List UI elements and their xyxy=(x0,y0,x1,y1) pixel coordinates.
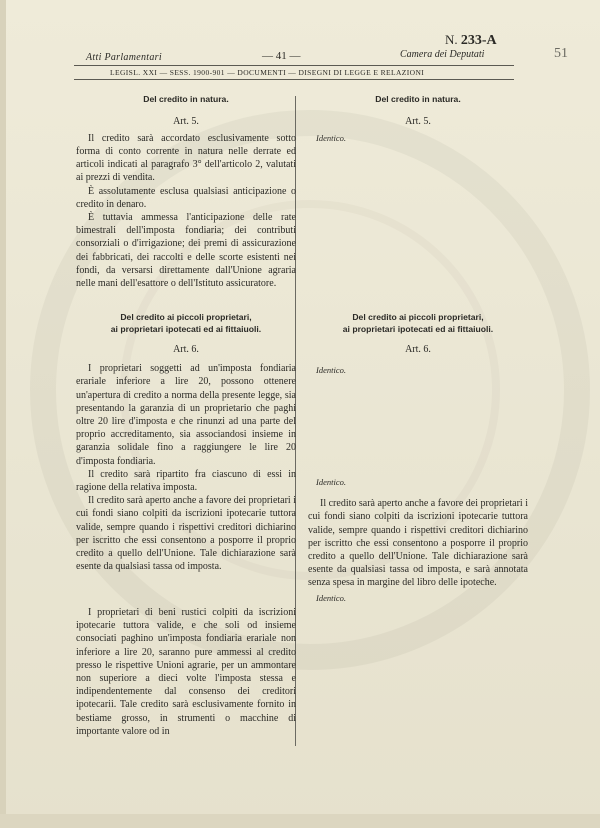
left-column-section-2 xyxy=(76,312,296,573)
doc-number-prefix: N. xyxy=(445,32,458,47)
section-title: Del credito in natura. xyxy=(143,94,229,104)
page-edge-shadow xyxy=(0,0,6,828)
article-heading: Art. 5. xyxy=(173,115,199,127)
page-number: 51 xyxy=(554,46,568,61)
header-rule-bottom xyxy=(74,79,514,80)
section-title-line1: Del credito ai piccoli proprietari, xyxy=(120,312,252,322)
identico-note: Identico. xyxy=(316,477,346,487)
identico-note: Identico. xyxy=(316,365,346,376)
identico-note: Identico. xyxy=(316,132,346,143)
article-heading: Art. 6. xyxy=(405,344,431,355)
paragraph: I proprietari soggetti ad un'imposta fondiaria erariale inferiore a lire 20, possono ottenere un'apertura di credito a norma della presente legge, sia presentando la garanzia di un proprietario che paghi oltre 20 lire d'imposta e che rinunzi ad una parte del proprio accreditamento, sia associandosi insieme in garanzia solidale fino a raggiungere le lire 20 d'imposta fondiaria. xyxy=(76,363,296,467)
paragraph: I proprietari di beni rustici colpiti da iscrizioni ipotecarie tuttora valide, e che soli od insieme consociati paghino un'imposta fondiaria erariale non inferiore a lire 20, saranno pure ammessi al credito presso le rispettive Unioni agrarie, per un ammontare non superiore a dieci volte l'imposta stessa e indipendentemente dal consenso dei creditori ipotecarii. Tale credito sarà esclusivamente fornito in bestiame grosso, in strumenti o macchine di importante valore od in xyxy=(76,607,296,737)
right-column xyxy=(308,94,528,145)
paragraph: Il credito sarà aperto anche a favore dei proprietari i cui fondi siano colpiti da iscrizioni ipotecarie tuttora valide, sempre quando i rispettivi creditori dichiarino per iscritto che essi consentono a posporre il proprio credito a quello dell'Unione. Tale dichiarazione sarà esente da qualsiasi tassa od imposta. xyxy=(76,495,296,573)
subheader: LEGISL. XXI — SESS. 1900-901 — DOCUMENTI — DISEGNI DI LEGGE E RELAZIONI xyxy=(110,68,425,77)
header-center: — 41 — xyxy=(262,50,301,62)
paragraph: Il credito sarà ripartito fra ciascuno di essi in ragione della relativa imposta. xyxy=(76,468,296,494)
section-title-line2: ai proprietari ipotecati ed ai fittaiuoli. xyxy=(342,323,494,334)
paragraph: È assolutamente esclusa qualsiasi anticipazione o credito in denaro. xyxy=(76,185,296,210)
doc-number-value: 233-A xyxy=(460,33,497,48)
section-title-line1: Del credito ai piccoli proprietari, xyxy=(352,312,484,322)
left-column-section-3 xyxy=(76,606,296,738)
header-left: Atti Parlamentari xyxy=(86,52,162,63)
article-heading: Art. 6. xyxy=(173,344,199,355)
article-heading: Art. 5. xyxy=(405,115,431,127)
right-column-section-2 xyxy=(308,312,528,377)
section-title: Del credito in natura. xyxy=(375,94,461,104)
paragraph: Il credito sarà accordato esclusivamente sotto forma di conto corrente in natura nelle derrate ed articoli indicati al paragrafo 3° dell'articolo 2, valutati ai prezzi di vendita. xyxy=(76,132,296,184)
document-number xyxy=(445,32,497,49)
section-title-line2: ai proprietari ipotecati ed ai fittaiuoli. xyxy=(110,323,262,334)
paragraph: È tuttavia ammessa l'anticipazione delle rate bimestrali dell'imposta fondiaria; dei contributi consorziali o d'irrigazione; dei premi di assicurazione dei fabbricati, dei raccolti e delle scorte esistenti nei fondi, da versarsi direttamente dall'Unione agraria nelle mani dell'esattore o dell'Istituto assicuratore. xyxy=(76,211,296,289)
header-right: Camera dei Deputati xyxy=(400,49,485,60)
header-rule-top xyxy=(74,65,514,66)
left-column xyxy=(76,94,296,290)
page-bottom-edge xyxy=(0,814,600,828)
right-column-section-3 xyxy=(308,476,528,605)
identico-note: Identico. xyxy=(316,592,346,603)
paragraph: Il credito sarà aperto anche a favore dei proprietari i cui fondi siano colpiti da iscrizioni ipotecarie tuttora valide, sempre quando i rispettivi creditori dichiarino per iscritto che essi consentono a posporre il proprio credito a quello dell'Unione. Tale dichiarazione sarà esente da qualsiasi tassa od imposta, e sarà annotata senza spesa in margine del libro delle ipoteche. xyxy=(308,498,528,589)
